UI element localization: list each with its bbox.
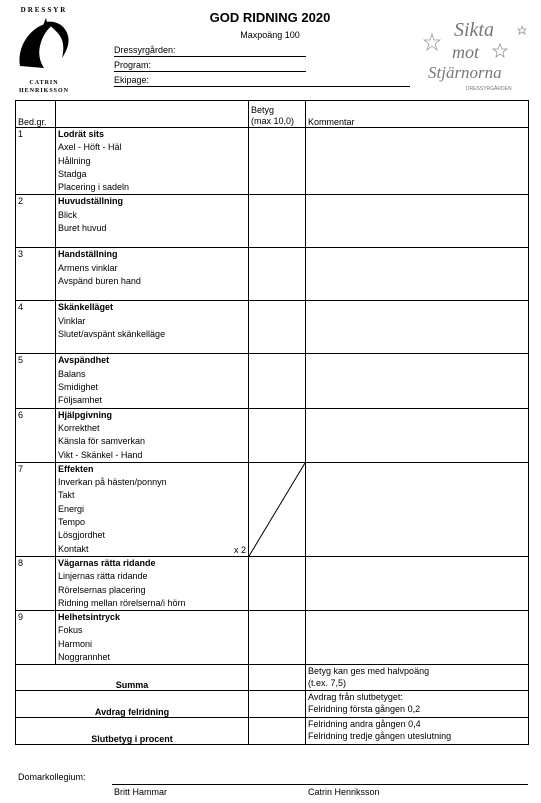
criteria-cell xyxy=(56,301,249,354)
score-cell[interactable] xyxy=(249,301,306,354)
criteria-category: Lodrät sits xyxy=(58,129,105,139)
summary-label: Slutbetyg i procent xyxy=(16,718,249,745)
criteria-item: Harmoni xyxy=(58,638,93,649)
criteria-category: Effekten xyxy=(58,463,94,474)
logo-top-text: DRESSYR xyxy=(20,6,68,14)
comment-cell[interactable] xyxy=(306,354,529,408)
comment-cell[interactable] xyxy=(306,301,529,354)
criteria-item: Vinklar xyxy=(58,315,86,326)
summary-note-line: Felridning första gången 0,2 xyxy=(308,704,421,715)
page-subtitle: Maxpoäng 100 xyxy=(240,30,300,40)
comment-cell[interactable] xyxy=(306,556,529,610)
comment-cell[interactable] xyxy=(306,248,529,301)
criteria-item: Balans xyxy=(58,368,86,379)
comment-cell[interactable] xyxy=(306,128,529,195)
criteria-item: Inverkan på hästen/ponnyn xyxy=(58,477,167,488)
criteria-number: 5 xyxy=(16,354,56,408)
criteria-category: Helhetsintryck xyxy=(58,612,121,623)
criteria-item: Armens vinklar xyxy=(58,262,118,273)
criteria-row xyxy=(16,354,529,408)
summary-score-cell[interactable] xyxy=(249,718,306,745)
criteria-item: Kontakt xyxy=(58,543,89,554)
comment-cell[interactable] xyxy=(306,462,529,556)
criteria-item: Rörelsernas placering xyxy=(58,584,146,595)
criteria-cell xyxy=(56,556,249,610)
header-comment: Kommentar xyxy=(306,101,529,128)
criteria-cell xyxy=(56,195,249,248)
diagonal-strike-line xyxy=(249,463,305,556)
summary-score-cell[interactable] xyxy=(249,665,306,691)
summary-row-summa xyxy=(16,665,529,691)
criteria-item: Buret huvud xyxy=(58,223,107,234)
comment-cell[interactable] xyxy=(306,611,529,665)
criteria-item: Placering i sadeln xyxy=(58,182,130,193)
summary-note xyxy=(306,718,529,745)
criteria-item: Energi xyxy=(58,503,85,514)
judges-signature-line xyxy=(112,784,528,785)
criteria-item: Lösgjordhet xyxy=(58,530,106,541)
logo-right-line4: DRESSYRGÅRDEN xyxy=(466,86,512,92)
logo-right-line3: Stjärnorna xyxy=(428,63,502,82)
summary-note-line: (t.ex. 7,5) xyxy=(308,678,347,689)
criteria-item: Noggrannhet xyxy=(58,652,111,663)
score-cell[interactable] xyxy=(249,195,306,248)
criteria-category: Hjälpgivning xyxy=(58,409,112,420)
logo-sikta-mot-stjarnorna xyxy=(422,14,532,94)
summary-note xyxy=(306,691,529,718)
summary-note xyxy=(306,665,529,691)
criteria-category: Vägarnas rätta ridande xyxy=(58,557,156,568)
criteria-row xyxy=(16,301,529,354)
summary-note-line: Betyg kan ges med halvpoäng xyxy=(308,666,430,677)
summary-note-line: Avdrag från slutbetyget: xyxy=(308,692,403,703)
score-cell[interactable] xyxy=(249,248,306,301)
criteria-cell xyxy=(56,462,249,556)
summary-note-line: Felridning andra gången 0,4 xyxy=(308,719,421,730)
header-grade-no: Bed.gr. xyxy=(16,101,56,128)
field-dressyrgarden[interactable]: Dressyrgården: xyxy=(114,45,306,57)
score-cell[interactable] xyxy=(249,462,306,556)
criteria-number: 9 xyxy=(16,611,56,665)
criteria-item: Linjernas rätta ridande xyxy=(58,571,148,582)
page-title: GOD RIDNING 2020 xyxy=(209,10,331,25)
field-ekipage[interactable]: Ekipage: xyxy=(114,75,410,87)
criteria-row xyxy=(16,611,529,665)
logo-name-first: CATRIN xyxy=(29,80,59,86)
header-score: Betyg (max 10,0) xyxy=(249,101,306,128)
criteria-cell xyxy=(56,128,249,195)
criteria-item: Tempo xyxy=(58,517,86,528)
criteria-number: 7 xyxy=(16,462,56,556)
criteria-number: 6 xyxy=(16,408,56,462)
logo-right-line2: mot xyxy=(452,42,479,62)
criteria-item: Smidighet xyxy=(58,382,99,393)
criteria-item: Vikt - Skänkel - Hand xyxy=(58,449,143,460)
criteria-cell xyxy=(56,354,249,408)
criteria-item: Axel - Höft - Häl xyxy=(58,142,122,153)
star-logo-icon xyxy=(422,14,532,94)
summary-row-slutbetyg xyxy=(16,718,529,745)
summary-row-avdrag xyxy=(16,691,529,718)
judge-name: Britt Hammar xyxy=(114,787,168,797)
criteria-number: 4 xyxy=(16,301,56,354)
criteria-cell xyxy=(56,248,249,301)
logo-name-last: HENRIKSSON xyxy=(18,88,69,94)
criteria-cell xyxy=(56,611,249,665)
judge-name: Catrin Henriksson xyxy=(308,787,380,797)
score-cell[interactable] xyxy=(249,556,306,610)
criteria-item: Känsla för samverkan xyxy=(58,436,146,447)
table-header-row xyxy=(16,101,529,128)
criteria-item: Avspänd buren hand xyxy=(58,276,141,287)
criteria-cell xyxy=(56,408,249,462)
criteria-row xyxy=(16,408,529,462)
multiplier-label: x 2 xyxy=(233,544,246,555)
field-program[interactable]: Program: xyxy=(114,60,306,72)
score-table xyxy=(15,100,529,745)
summary-label: Summa xyxy=(16,665,249,691)
score-cell[interactable] xyxy=(249,128,306,195)
criteria-row xyxy=(16,128,529,195)
criteria-item: Korrekthet xyxy=(58,422,100,433)
criteria-category: Avspändhet xyxy=(58,355,110,366)
criteria-category: Huvudställning xyxy=(58,196,123,207)
criteria-item: Slutet/avspänt skänkelläge xyxy=(58,329,166,340)
logo-dressyr xyxy=(12,6,76,96)
logo-right-line1: Sikta xyxy=(454,19,494,41)
criteria-category: Skänkelläget xyxy=(58,302,114,313)
criteria-row xyxy=(16,556,529,610)
summary-score-cell[interactable] xyxy=(249,691,306,718)
summary-note-line: Felridning tredje gången uteslutning xyxy=(308,731,452,742)
criteria-item: Stadga xyxy=(58,168,87,179)
criteria-number: 1 xyxy=(16,128,56,195)
criteria-item: Hållning xyxy=(58,155,91,166)
header-criteria xyxy=(56,101,249,128)
horse-head-icon xyxy=(12,14,76,74)
criteria-item: Blick xyxy=(58,209,78,220)
judges-label: Domarkollegium: xyxy=(18,772,86,782)
criteria-item: Ridning mellan rörelserna/i hörn xyxy=(58,597,186,608)
criteria-row xyxy=(16,248,529,301)
summary-label: Avdrag felridning xyxy=(16,691,249,718)
criteria-number: 3 xyxy=(16,248,56,301)
criteria-number: 2 xyxy=(16,195,56,248)
criteria-row xyxy=(16,195,529,248)
criteria-category: Handställning xyxy=(58,249,118,260)
comment-cell[interactable] xyxy=(306,195,529,248)
comment-cell[interactable] xyxy=(306,408,529,462)
criteria-row xyxy=(16,462,529,556)
criteria-item: Fokus xyxy=(58,625,83,636)
criteria-number: 8 xyxy=(16,556,56,610)
score-cell[interactable] xyxy=(249,408,306,462)
criteria-item: Takt xyxy=(58,490,75,501)
criteria-item: Följsamhet xyxy=(58,395,103,406)
score-cell[interactable] xyxy=(249,354,306,408)
score-cell[interactable] xyxy=(249,611,306,665)
